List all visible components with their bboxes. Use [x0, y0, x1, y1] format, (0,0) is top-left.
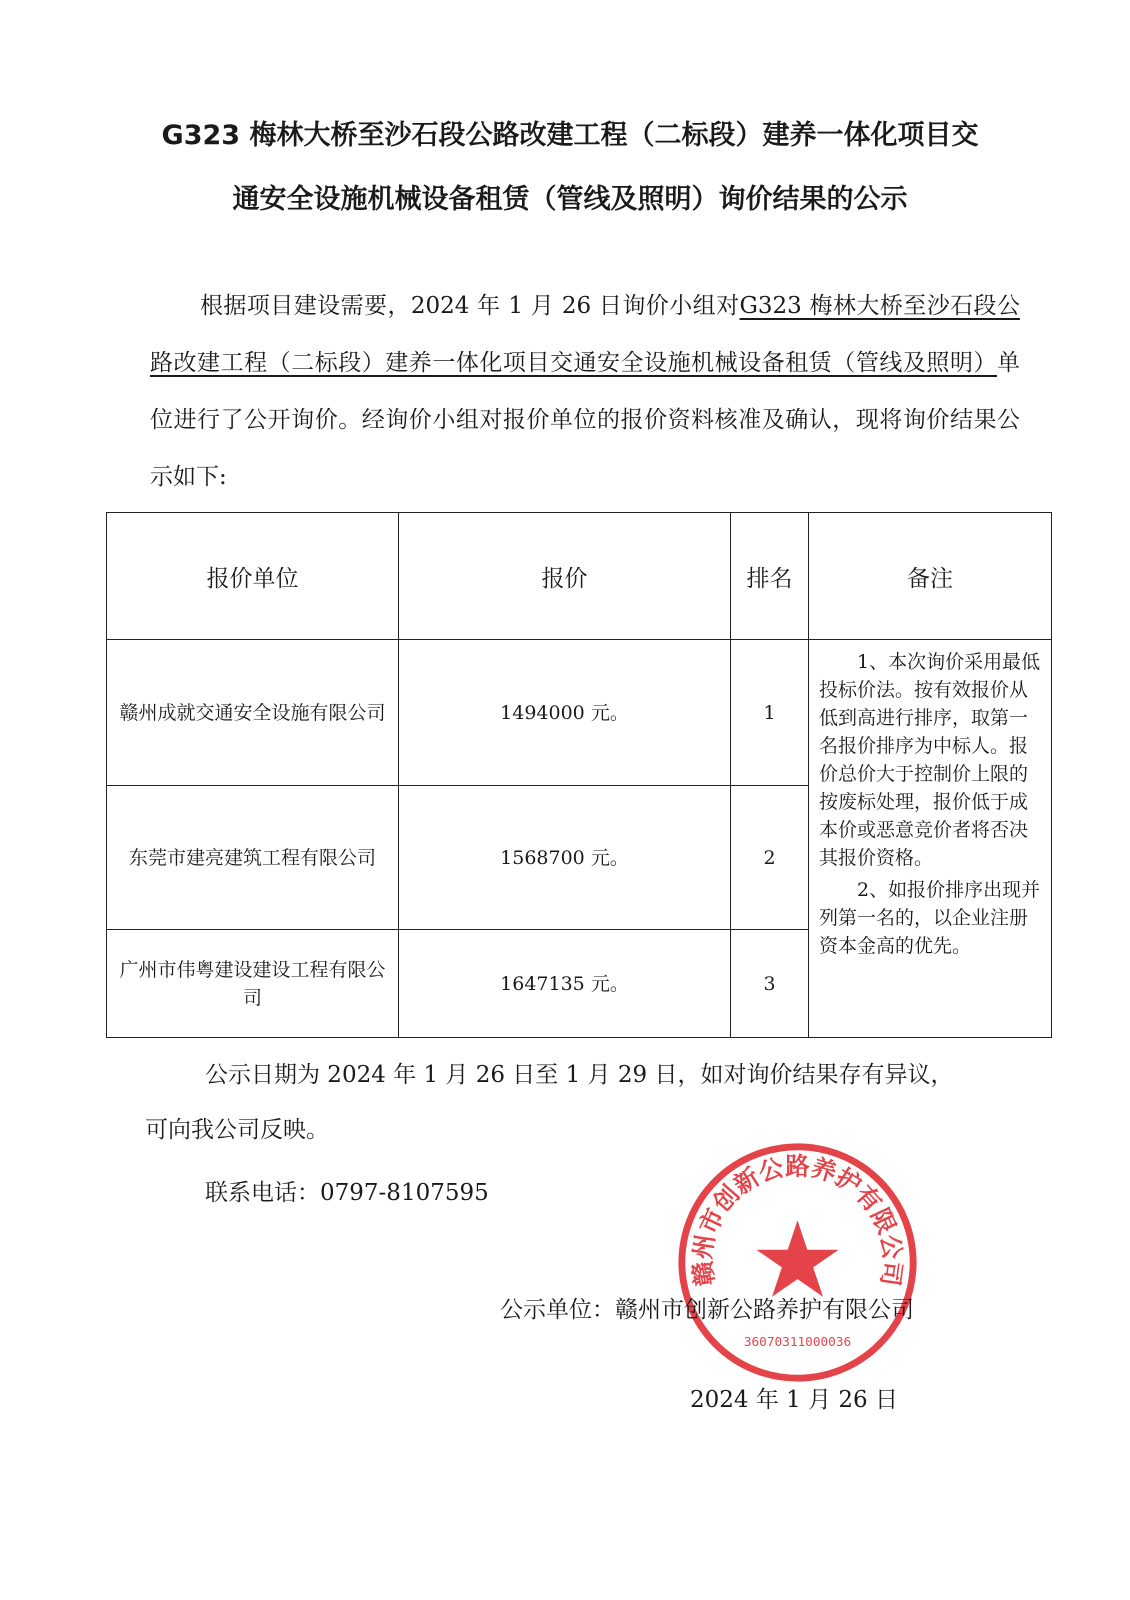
intro-suffix: 单位进行了公开询价。经询价小组对报价单位的报价资料核准及确认，现将询价结果公示如下: [150, 350, 1020, 490]
intro-paragraph [150, 278, 1020, 506]
table-header-row [107, 513, 1052, 640]
header-price: 报价 [399, 513, 731, 640]
row-unit: 赣州成就交通安全设施有限公司 [107, 640, 399, 786]
notice-objection: 可向我公司反映。 [145, 1117, 329, 1143]
row-price: 1647135 元。 [399, 930, 731, 1038]
row-price: 1568700 元。 [399, 786, 731, 930]
intro-prefix: 根据项目建设需要，2024 年 1 月 26 日询价小组对 [200, 293, 740, 319]
row-unit: 东莞市建亮建筑工程有限公司 [107, 786, 399, 930]
remark-item-2: 2、如报价排序出现并列第一名的，以企业注册资本金高的优先。 [819, 879, 1041, 957]
row-unit: 广州市伟粤建设建设工程有限公司 [107, 930, 399, 1038]
row-rank: 2 [731, 786, 809, 930]
notice-period: 公示日期为 2024 年 1 月 26 日至 1 月 29 日，如对询价结果存有异议， [205, 1062, 954, 1088]
table-row [107, 640, 1052, 786]
seal-star-icon [756, 1220, 838, 1296]
publish-date: 2024 年 1 月 26 日 [690, 1387, 898, 1413]
publisher: 公示单位：赣州市创新公路养护有限公司 [500, 1297, 914, 1323]
contact-phone: 联系电话：0797-8107595 [205, 1180, 489, 1206]
company-seal [675, 1140, 920, 1385]
remark-item-1: 1、本次询价采用最低投标价法。按有效报价从低到高进行排序，取第一名报价排序为中标人。报价总价大于控制价上限的按废标处理，报价低于成本价或恶意竞价者将否决其报价资格。 [819, 651, 1041, 869]
intro-project-name: G323 梅林大桥至沙石段公路改建工程（二标段）建养一体化项目交通安全设施机械设备租赁（管线及照明） [150, 293, 1020, 376]
row-rank: 3 [731, 930, 809, 1038]
header-unit: 报价单位 [107, 513, 399, 640]
header-rank: 排名 [731, 513, 809, 640]
title-line-1: G323 梅林大桥至沙石段公路改建工程（二标段）建养一体化项目交 [161, 120, 979, 151]
row-rank: 1 [731, 640, 809, 786]
seal-text: 赣州市创新公路养护有限公司 [687, 1151, 908, 1288]
row-price: 1494000 元。 [399, 640, 731, 786]
title-line-2: 通安全设施机械设备租赁（管线及照明）询价结果的公示 [232, 184, 908, 215]
remarks-cell [809, 640, 1052, 1038]
quotation-results-table [106, 512, 1052, 1038]
seal-code: 36070311000036 [743, 1334, 852, 1350]
header-remarks: 备注 [809, 513, 1052, 640]
document-title [120, 104, 1020, 232]
